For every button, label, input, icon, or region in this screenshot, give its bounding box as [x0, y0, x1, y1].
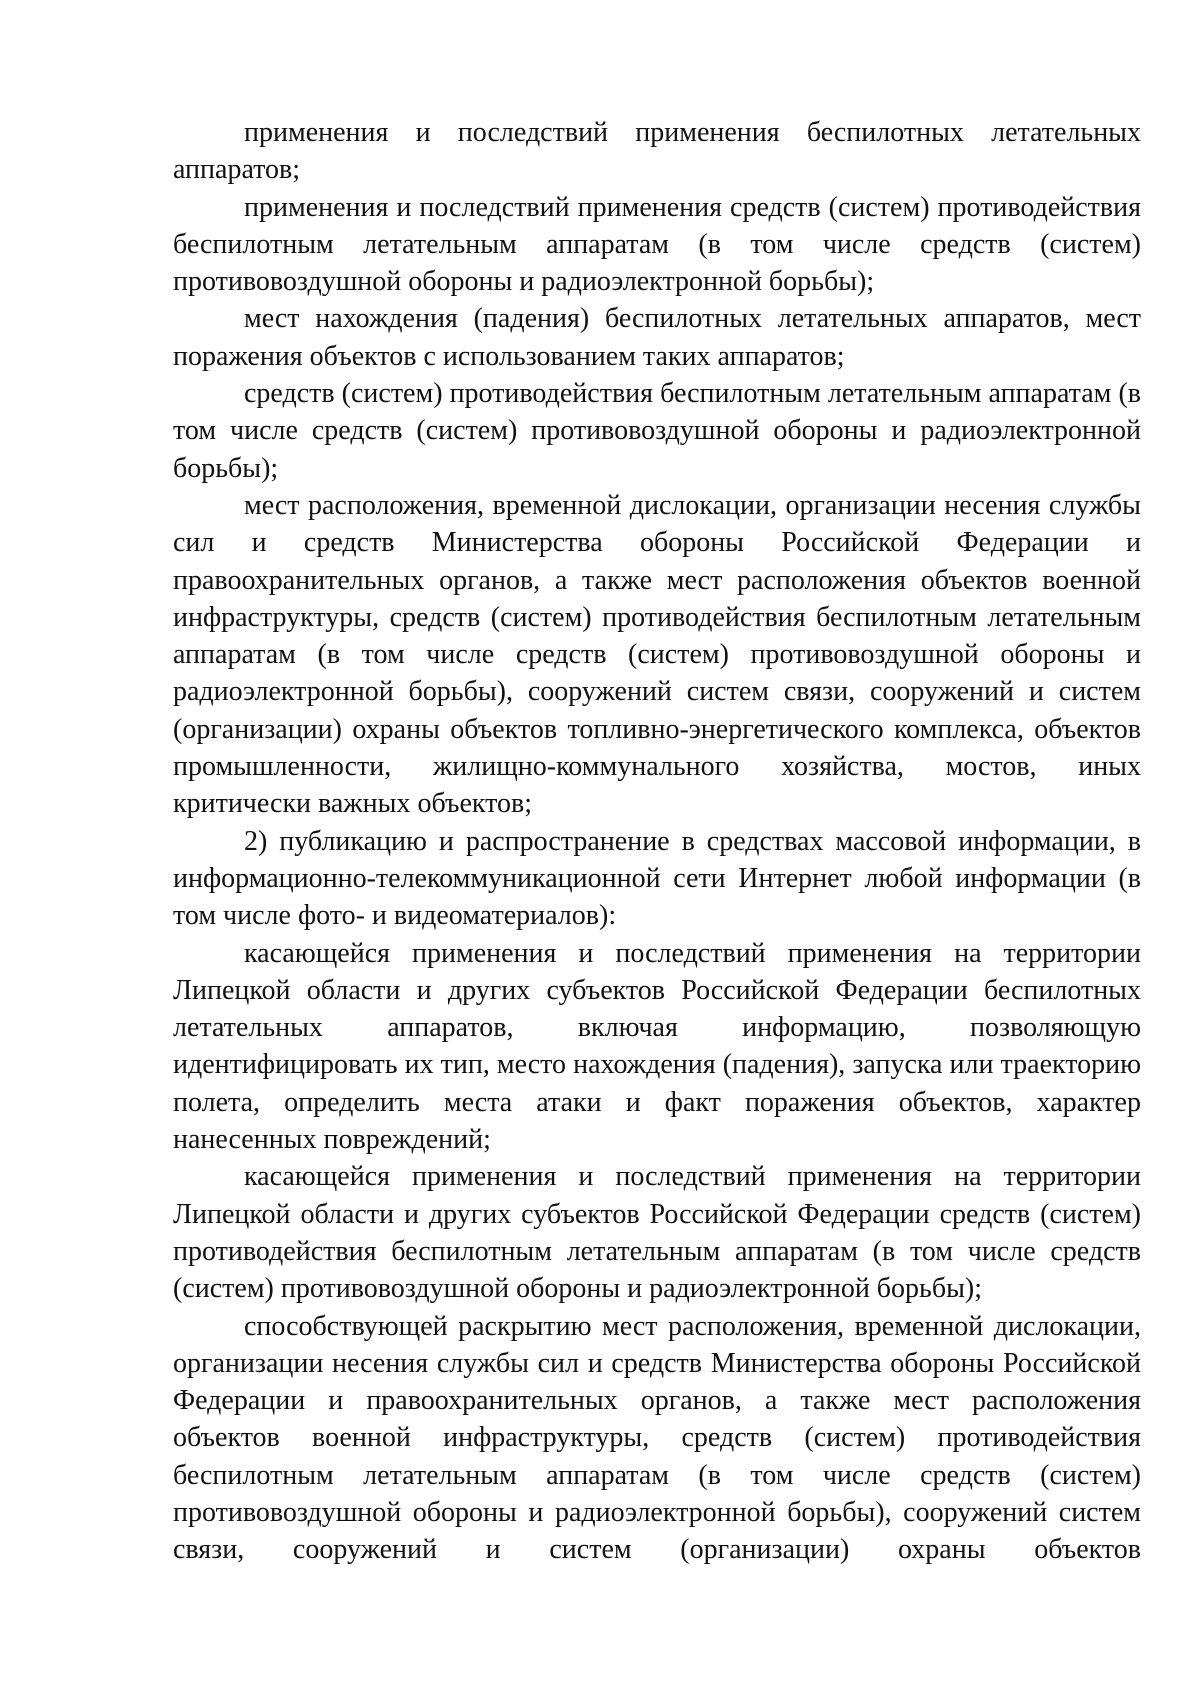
paragraph: применения и последствий применения средств (систем) противодействия беспилотным летательным аппаратам (в том числе средств (систем) противовоздушной обороны и радиоэлектронной борьбы); — [173, 191, 1141, 298]
paragraph: касающейся применения и последствий применения на территории Липецкой области и других субъектов Российской Федерации беспилотных летательных аппаратов, включая информацию, позволяющую идентифицировать их тип, место нахождения (падения), запуска или траекторию полета, определить места атаки и факт поражения объектов, характер нанесенных повреждений; — [173, 937, 1141, 1156]
paragraph: мест нахождения (падения) беспилотных летательных аппаратов, мест поражения объектов с использованием таких аппаратов; — [173, 303, 1141, 372]
paragraph: мест расположения, временной дислокации, организации несения службы сил и средств Министерства обороны Российской Федерации и правоохранительных органов, а также мест расположения объектов военной инфраструктуры, средств (систем) противодействия беспилотным летательным аппаратам (в том числе средств (систем) противовоздушной обороны и радиоэлектронной борьбы), сооружений систем связи, сооружений и систем (организации) охраны объектов топливно-энергетического комплекса, объектов промышленности, жилищно-коммунального хозяйства, мостов, иных критически важных объектов; — [173, 489, 1141, 820]
paragraph: средств (систем) противодействия беспилотным летательным аппаратам (в том числе средств (систем) противовоздушной обороны и радиоэлектронной борьбы); — [173, 378, 1141, 484]
paragraph: 2) публикацию и распространение в средствах массовой информации, в информационно-телекоммуникационной сети Интернет любой информации (в том числе фото- и видеоматериалов): — [173, 825, 1141, 932]
paragraph: применения и последствий применения беспилотных летательных аппаратов; — [173, 117, 1141, 186]
paragraph: способствующей раскрытию мест расположения, временной дислокации, организации несения службы сил и средств Министерства обороны Российской Федерации и правоохранительных органов, а также мест расположения объектов военной инфраструктуры, средств (систем) противодействия беспилотным летательным аппаратам (в том числе средств (систем) противовоздушной обороны и радиоэлектронной борьбы), сооружений систем связи, сооружений и систем (организации) охраны объектов — [173, 1310, 1141, 1566]
paragraph: касающейся применения и последствий применения на территории Липецкой области и других субъектов Российской Федерации средств (систем) противодействия беспилотным летательным аппаратам (в том числе средств (систем) противовоздушной обороны и радиоэлектронной борьбы); — [173, 1161, 1141, 1305]
document-body — [173, 114, 1141, 1569]
